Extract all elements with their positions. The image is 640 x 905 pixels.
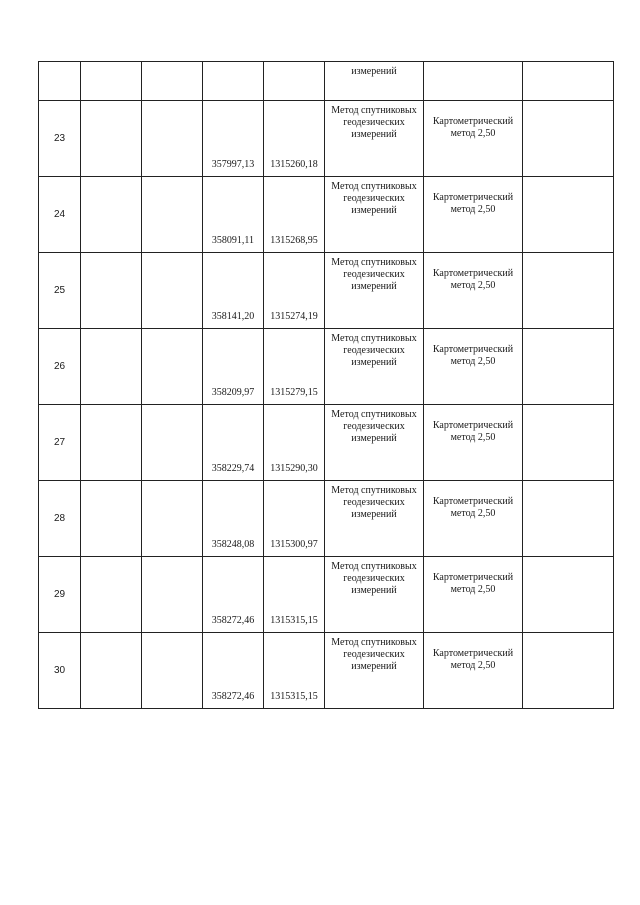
cell-x: 358229,74 [203, 405, 264, 481]
cell-empty [142, 101, 203, 177]
cell-x: 358272,46 [203, 633, 264, 709]
cell-num: 30 [39, 633, 81, 709]
cell-empty [523, 62, 614, 101]
cell-x: 358248,08 [203, 481, 264, 557]
cell-empty [523, 101, 614, 177]
cell-empty [81, 633, 142, 709]
cell-x: 358272,46 [203, 557, 264, 633]
cell-empty [523, 405, 614, 481]
cell-empty [142, 329, 203, 405]
cell-num [39, 62, 81, 101]
cell-method: Метод спутниковых геодезических измерений [325, 405, 424, 481]
cell-x: 357997,13 [203, 101, 264, 177]
cell-accuracy: Картометрический метод 2,50 [424, 177, 523, 253]
cell-accuracy [424, 62, 523, 101]
cell-empty [523, 557, 614, 633]
cell-empty [81, 62, 142, 101]
cell-method: Метод спутниковых геодезических измерений [325, 177, 424, 253]
table-body [39, 62, 614, 709]
cell-num: 23 [39, 101, 81, 177]
cell-empty [81, 177, 142, 253]
cell-empty [142, 557, 203, 633]
cell-empty [81, 253, 142, 329]
cell-empty [523, 481, 614, 557]
cell-empty [142, 62, 203, 101]
cell-y: 1315274,19 [264, 253, 325, 329]
cell-num: 24 [39, 177, 81, 253]
cell-y: 1315260,18 [264, 101, 325, 177]
table-row [39, 329, 614, 405]
cell-y: 1315315,15 [264, 557, 325, 633]
cell-method: Метод спутниковых геодезических измерений [325, 101, 424, 177]
cell-empty [142, 177, 203, 253]
cell-accuracy: Картометрический метод 2,50 [424, 101, 523, 177]
cell-num: 25 [39, 253, 81, 329]
cell-y: 1315300,97 [264, 481, 325, 557]
cell-x [203, 62, 264, 101]
cell-accuracy: Картометрический метод 2,50 [424, 253, 523, 329]
table-row [39, 557, 614, 633]
cell-accuracy: Картометрический метод 2,50 [424, 481, 523, 557]
table-row [39, 633, 614, 709]
cell-empty [142, 253, 203, 329]
cell-empty [142, 405, 203, 481]
cell-accuracy: Картометрический метод 2,50 [424, 557, 523, 633]
cell-method: Метод спутниковых геодезических измерений [325, 253, 424, 329]
cell-accuracy: Картометрический метод 2,50 [424, 633, 523, 709]
cell-empty [142, 481, 203, 557]
table-row [39, 481, 614, 557]
cell-num: 28 [39, 481, 81, 557]
cell-empty [81, 557, 142, 633]
cell-y: 1315290,30 [264, 405, 325, 481]
cell-accuracy: Картометрический метод 2,50 [424, 405, 523, 481]
cell-method: Метод спутниковых геодезических измерений [325, 329, 424, 405]
cell-empty [523, 177, 614, 253]
cell-y: 1315279,15 [264, 329, 325, 405]
cell-x: 358209,97 [203, 329, 264, 405]
cell-num: 29 [39, 557, 81, 633]
cell-empty [81, 329, 142, 405]
cell-method: Метод спутниковых геодезических измерений [325, 481, 424, 557]
table-row [39, 253, 614, 329]
cell-x: 358091,11 [203, 177, 264, 253]
cell-empty [523, 329, 614, 405]
cell-y: 1315268,95 [264, 177, 325, 253]
cell-method: Метод спутниковых геодезических измерений [325, 557, 424, 633]
cell-empty [523, 633, 614, 709]
cell-empty [523, 253, 614, 329]
cell-empty [142, 633, 203, 709]
cell-y [264, 62, 325, 101]
table-row [39, 101, 614, 177]
cell-y: 1315315,15 [264, 633, 325, 709]
cell-empty [81, 405, 142, 481]
coordinates-table [38, 61, 614, 709]
cell-x: 358141,20 [203, 253, 264, 329]
table-row [39, 405, 614, 481]
cell-empty [81, 101, 142, 177]
cell-num: 27 [39, 405, 81, 481]
cell-method: Метод спутниковых геодезических измерений [325, 633, 424, 709]
continuation-row [39, 62, 614, 101]
table-row [39, 177, 614, 253]
cell-method-tail: измерений [325, 62, 424, 101]
cell-accuracy: Картометрический метод 2,50 [424, 329, 523, 405]
cell-num: 26 [39, 329, 81, 405]
cell-empty [81, 481, 142, 557]
